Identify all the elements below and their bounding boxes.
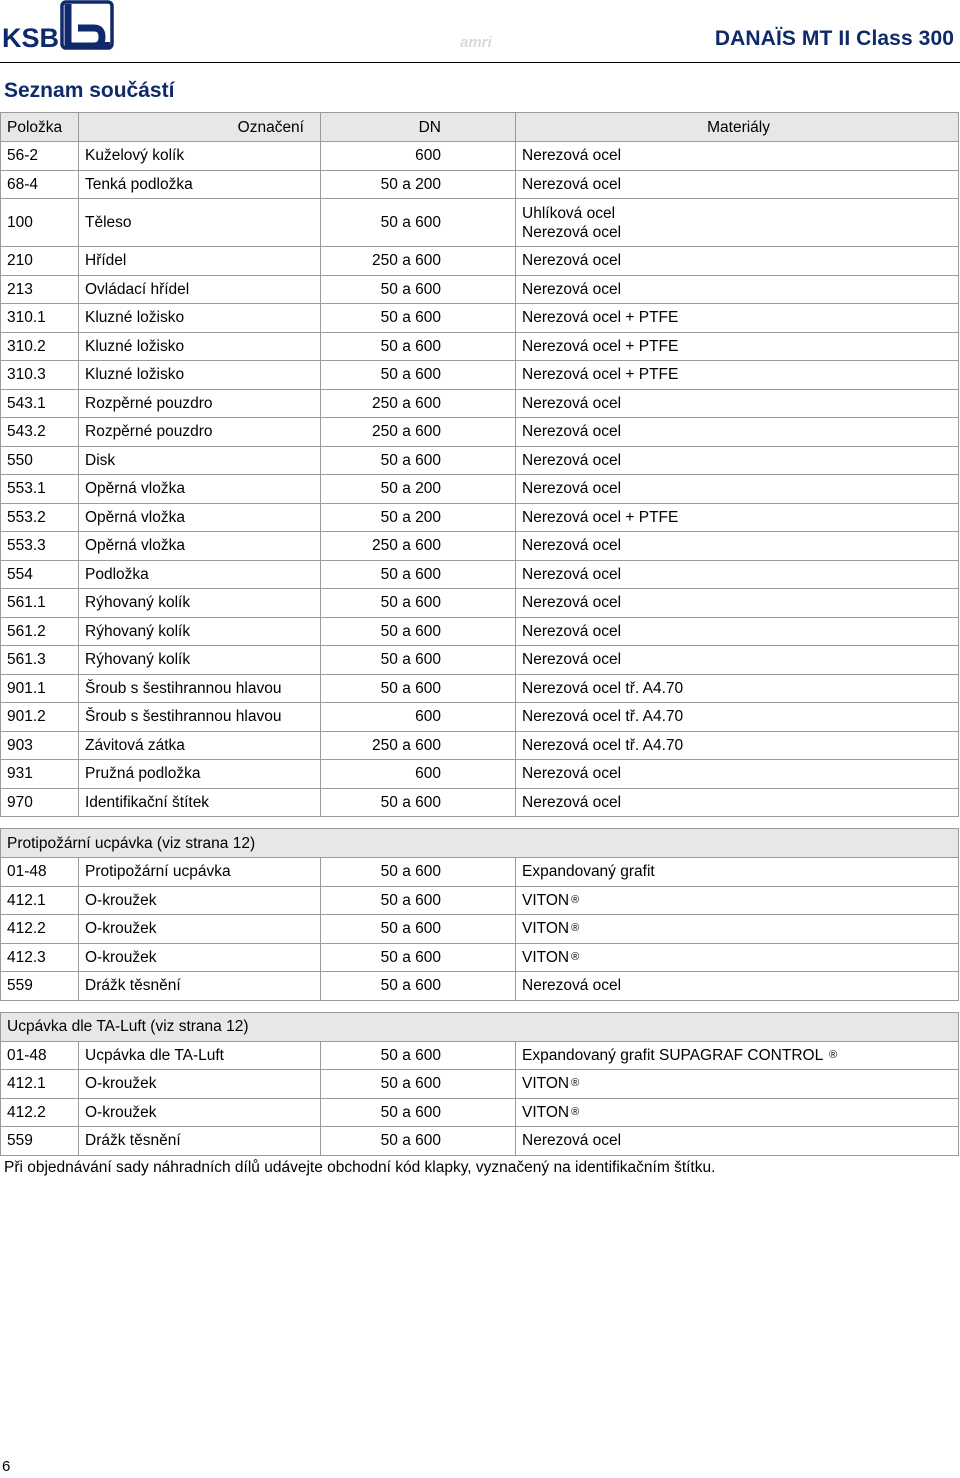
part-material (516, 1041, 959, 1070)
material-text: Expandovaný grafit (522, 863, 655, 881)
part-material (516, 560, 959, 589)
table-row (1, 674, 959, 703)
part-position: 100 (1, 199, 79, 247)
table-row (1, 703, 959, 732)
part-dn: 600 (321, 760, 516, 789)
part-dn: 50 a 600 (321, 788, 516, 817)
material-text: Nerezová ocel (522, 394, 622, 412)
part-dn: 50 a 600 (321, 332, 516, 361)
part-name: Kuželový kolík (79, 142, 321, 171)
part-position: 561.1 (1, 589, 79, 618)
part-material (516, 446, 959, 475)
part-material (516, 418, 959, 447)
material-text: Nerezová ocel (522, 977, 622, 995)
table-row (1, 858, 959, 887)
section-title: Seznam součástí (4, 79, 175, 102)
part-position: 901.1 (1, 674, 79, 703)
material-text: Nerezová ocel (522, 594, 622, 612)
part-name: Těleso (79, 199, 321, 247)
part-material (516, 142, 959, 171)
material-text: Nerezová ocel + PTFE (522, 309, 679, 327)
part-material (516, 247, 959, 276)
table-row (1, 475, 959, 504)
part-position: 68-4 (1, 170, 79, 199)
part-name: Rýhovaný kolík (79, 589, 321, 618)
part-dn: 50 a 600 (321, 361, 516, 390)
table-row (1, 1041, 959, 1070)
material-text: VITON (522, 1075, 570, 1093)
part-position: 561.2 (1, 617, 79, 646)
table-spacer (1, 817, 959, 829)
part-position: 412.1 (1, 1070, 79, 1099)
header-divider (0, 62, 960, 63)
amri-logo-text: amri (460, 34, 492, 51)
part-material (516, 1070, 959, 1099)
part-position: 554 (1, 560, 79, 589)
part-material (516, 503, 959, 532)
table-row (1, 1098, 959, 1127)
part-position: 412.2 (1, 1098, 79, 1127)
part-material (516, 915, 959, 944)
table-row (1, 760, 959, 789)
table-row (1, 170, 959, 199)
table-row (1, 361, 959, 390)
column-header-dn: DN (321, 113, 516, 142)
registered-mark: ® (571, 893, 580, 906)
part-material (516, 389, 959, 418)
part-position: 310.2 (1, 332, 79, 361)
part-position: 310.1 (1, 304, 79, 333)
parts-table (0, 112, 959, 1156)
table-row (1, 943, 959, 972)
part-dn: 50 a 600 (321, 1041, 516, 1070)
part-dn: 50 a 200 (321, 503, 516, 532)
part-dn: 600 (321, 142, 516, 171)
column-header-position: Položka (1, 113, 79, 142)
part-dn: 250 a 600 (321, 731, 516, 760)
part-name: Hřídel (79, 247, 321, 276)
table-row (1, 617, 959, 646)
material-text: Nerezová ocel tř. A4.70 (522, 679, 684, 697)
spacer-cell (1, 1000, 959, 1012)
part-name: O-kroužek (79, 915, 321, 944)
part-position: 970 (1, 788, 79, 817)
part-dn: 50 a 600 (321, 886, 516, 915)
registered-mark: ® (571, 922, 580, 935)
part-name: Šroub s šestihrannou hlavou (79, 674, 321, 703)
part-name: Opěrná vložka (79, 532, 321, 561)
part-position: 213 (1, 275, 79, 304)
part-name: Podložka (79, 560, 321, 589)
part-name: Šroub s šestihrannou hlavou (79, 703, 321, 732)
part-material (516, 1127, 959, 1156)
part-dn: 50 a 600 (321, 1127, 516, 1156)
part-name: O-kroužek (79, 1098, 321, 1127)
part-material (516, 532, 959, 561)
table-row (1, 247, 959, 276)
footer-note: Při objednávání sady náhradních dílů udávejte obchodní kód klapky, vyznačený na identifikačním štítku. (4, 1159, 716, 1176)
material-text: VITON (522, 891, 570, 909)
material-text: Nerezová ocel (522, 480, 622, 498)
part-name: Rýhovaný kolík (79, 617, 321, 646)
part-position: 543.1 (1, 389, 79, 418)
material-text: Nerezová ocel (522, 252, 622, 270)
part-position: 210 (1, 247, 79, 276)
part-name: O-kroužek (79, 886, 321, 915)
fire-seal-group-header (1, 829, 959, 858)
spacer-cell (1, 817, 959, 829)
registered-mark: ® (571, 950, 580, 963)
part-dn: 50 a 600 (321, 915, 516, 944)
part-material (516, 589, 959, 618)
part-name: Pružná podložka (79, 760, 321, 789)
part-material (516, 760, 959, 789)
part-name: O-kroužek (79, 1070, 321, 1099)
part-material (516, 361, 959, 390)
registered-mark: ® (571, 1105, 580, 1118)
table-row (1, 915, 959, 944)
part-material (516, 703, 959, 732)
page-header (0, 0, 960, 64)
material-text: Uhlíková ocel (522, 204, 616, 222)
part-dn: 50 a 600 (321, 646, 516, 675)
registered-mark: ® (828, 1048, 838, 1061)
part-name: Kluzné ložisko (79, 361, 321, 390)
part-dn: 50 a 600 (321, 275, 516, 304)
column-header-material: Materiály (516, 113, 959, 142)
part-dn: 50 a 600 (321, 199, 516, 247)
part-name: Identifikační štítek (79, 788, 321, 817)
document-title: DANAÏS MT II Class 300 (714, 27, 954, 50)
page-number: 6 (2, 1458, 11, 1475)
material-text: Nerezová ocel (522, 147, 622, 165)
part-dn: 250 a 600 (321, 532, 516, 561)
material-text: Nerezová ocel (522, 537, 622, 555)
table-row (1, 1070, 959, 1099)
part-dn: 50 a 600 (321, 446, 516, 475)
part-position: 01-48 (1, 1041, 79, 1070)
parts-table-body (1, 113, 959, 1156)
part-dn: 50 a 600 (321, 560, 516, 589)
part-position: 56-2 (1, 142, 79, 171)
part-name: Opěrná vložka (79, 503, 321, 532)
part-name: Rýhovaný kolík (79, 646, 321, 675)
registered-mark: ® (571, 1077, 580, 1090)
table-row (1, 560, 959, 589)
part-material (516, 304, 959, 333)
part-material (516, 199, 959, 247)
material-text: Nerezová ocel (522, 280, 622, 298)
material-text: Nerezová ocel (522, 1132, 622, 1150)
part-position: 561.3 (1, 646, 79, 675)
part-position: 553.2 (1, 503, 79, 532)
part-name: Rozpěrné pouzdro (79, 418, 321, 447)
part-name: Závitová zátka (79, 731, 321, 760)
material-text: Nerezová ocel + PTFE (522, 337, 679, 355)
material-text: Nerezová ocel (522, 451, 622, 469)
part-name: Rozpěrné pouzdro (79, 389, 321, 418)
part-material (516, 943, 959, 972)
part-position: 553.3 (1, 532, 79, 561)
material-text: Nerezová ocel (522, 423, 622, 441)
part-material (516, 858, 959, 887)
part-name: O-kroužek (79, 943, 321, 972)
part-name: Protipožární ucpávka (79, 858, 321, 887)
parts-table-container (0, 112, 960, 1156)
part-position: 553.1 (1, 475, 79, 504)
table-row (1, 304, 959, 333)
part-dn: 50 a 600 (321, 589, 516, 618)
column-header-name: Označení (79, 113, 321, 142)
part-position: 903 (1, 731, 79, 760)
part-material (516, 886, 959, 915)
part-dn: 50 a 600 (321, 943, 516, 972)
part-dn: 50 a 600 (321, 858, 516, 887)
part-name: Tenká podložka (79, 170, 321, 199)
material-text: Expandovaný grafit SUPAGRAF CONTROL (522, 1046, 827, 1064)
part-dn: 50 a 200 (321, 170, 516, 199)
part-material (516, 332, 959, 361)
part-position: 01-48 (1, 858, 79, 887)
part-position: 550 (1, 446, 79, 475)
part-position: 412.3 (1, 943, 79, 972)
taluft-group-header (1, 1012, 959, 1041)
material-text: Nerezová ocel tř. A4.70 (522, 736, 684, 754)
part-dn: 50 a 600 (321, 617, 516, 646)
part-material (516, 788, 959, 817)
table-row (1, 389, 959, 418)
part-position: 543.2 (1, 418, 79, 447)
part-dn: 250 a 600 (321, 418, 516, 447)
material-text: Nerezová ocel (522, 793, 622, 811)
material-text: Nerezová ocel (522, 651, 622, 669)
part-name: Ucpávka dle TA-Luft (79, 1041, 321, 1070)
part-position: 931 (1, 760, 79, 789)
part-dn: 50 a 600 (321, 674, 516, 703)
amri-logo (459, 30, 499, 52)
part-name: Ovládací hřídel (79, 275, 321, 304)
part-dn: 50 a 600 (321, 304, 516, 333)
material-text: Nerezová ocel (522, 175, 622, 193)
table-row (1, 275, 959, 304)
table-row (1, 199, 959, 247)
table-header-row (1, 113, 959, 142)
part-position: 559 (1, 1127, 79, 1156)
part-name: Disk (79, 446, 321, 475)
ksb-logo (2, 0, 114, 52)
part-position: 412.2 (1, 915, 79, 944)
table-row (1, 731, 959, 760)
part-dn: 600 (321, 703, 516, 732)
part-material (516, 646, 959, 675)
group-title: Protipožární ucpávka (viz strana 12) (1, 829, 959, 858)
material-text: Nerezová ocel (522, 565, 622, 583)
material-text: VITON (522, 920, 570, 938)
table-row (1, 332, 959, 361)
material-text-secondary: Nerezová ocel (522, 223, 622, 241)
part-dn: 50 a 200 (321, 475, 516, 504)
part-name: Kluzné ložisko (79, 332, 321, 361)
part-material (516, 972, 959, 1001)
part-name: Opěrná vložka (79, 475, 321, 504)
table-row (1, 972, 959, 1001)
part-position: 412.1 (1, 886, 79, 915)
table-row (1, 788, 959, 817)
part-position: 901.2 (1, 703, 79, 732)
part-dn: 250 a 600 (321, 389, 516, 418)
table-row (1, 1127, 959, 1156)
table-spacer (1, 1000, 959, 1012)
table-row (1, 418, 959, 447)
part-dn: 50 a 600 (321, 972, 516, 1001)
part-dn: 250 a 600 (321, 247, 516, 276)
material-text: Nerezová ocel (522, 765, 622, 783)
table-row (1, 503, 959, 532)
table-row (1, 886, 959, 915)
part-name: Drážk těsnění (79, 972, 321, 1001)
material-text: Nerezová ocel + PTFE (522, 366, 679, 384)
part-position: 310.3 (1, 361, 79, 390)
table-row (1, 589, 959, 618)
table-row (1, 446, 959, 475)
part-dn: 50 a 600 (321, 1098, 516, 1127)
table-row (1, 142, 959, 171)
part-dn: 50 a 600 (321, 1070, 516, 1099)
part-position: 559 (1, 972, 79, 1001)
part-material (516, 617, 959, 646)
part-name: Kluzné ložisko (79, 304, 321, 333)
material-text: Nerezová ocel + PTFE (522, 508, 679, 526)
group-title: Ucpávka dle TA-Luft (viz strana 12) (1, 1012, 959, 1041)
material-text: Nerezová ocel tř. A4.70 (522, 708, 684, 726)
part-name: Drážk těsnění (79, 1127, 321, 1156)
part-material (516, 475, 959, 504)
ksb-logo-text: KSB (2, 23, 60, 52)
part-material (516, 674, 959, 703)
material-text: Nerezová ocel (522, 622, 622, 640)
material-text: VITON (522, 948, 570, 966)
table-row (1, 646, 959, 675)
part-material (516, 1098, 959, 1127)
material-text: VITON (522, 1103, 570, 1121)
table-row (1, 532, 959, 561)
part-material (516, 731, 959, 760)
part-material (516, 170, 959, 199)
part-material (516, 275, 959, 304)
